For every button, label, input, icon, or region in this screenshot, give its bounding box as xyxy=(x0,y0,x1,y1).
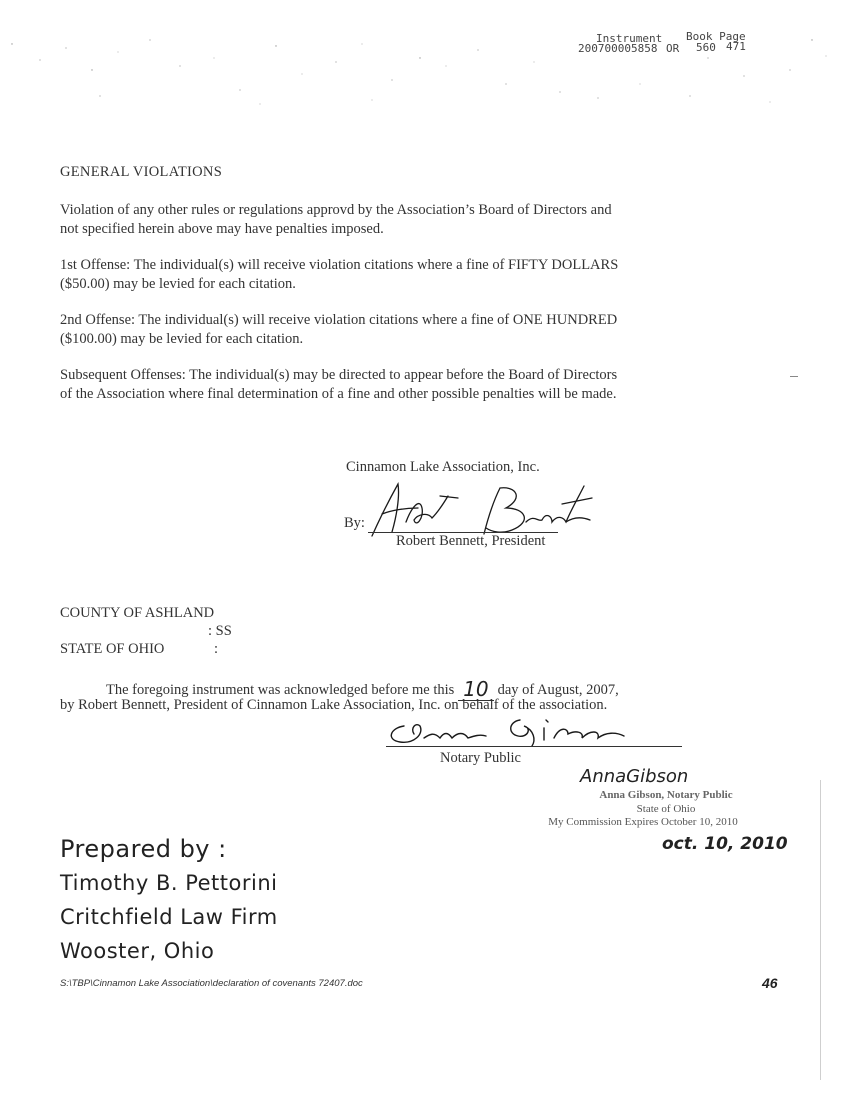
notary-seal-name: Anna Gibson, Notary Public xyxy=(599,789,733,801)
subsequent-line-1: Subsequent Offenses: The individual(s) may be directed to appear before the Board of Directors xyxy=(60,367,618,383)
prepared-by-block xyxy=(60,832,278,968)
first-offense-line-1: 1st Offense: The individual(s) will receive violation citations where a fine of FIFTY DOLLARS xyxy=(60,257,619,273)
notary-printed-name: AnnaGibson xyxy=(580,766,689,787)
prepared-by-line-2: Timothy B. Pettorini xyxy=(60,871,278,895)
ack-day-handwritten: 10 xyxy=(463,677,489,701)
stamp-instrument-number: 200700005858 xyxy=(578,42,658,55)
acknowledgment-line-2: by Robert Bennett, President of Cinnamon Lake Association, Inc. on behalf of the association. xyxy=(60,697,608,713)
subsequent-paragraph xyxy=(60,366,617,404)
organization-name: Cinnamon Lake Association, Inc. xyxy=(346,459,540,475)
page-edge-line xyxy=(820,780,821,1080)
first-offense-paragraph xyxy=(60,256,618,294)
venue-county: COUNTY OF ASHLAND xyxy=(60,605,215,621)
second-offense-line-1: 2nd Offense: The individual(s) will receive violation citations where a fine of ONE HUNDRED xyxy=(60,312,618,328)
recording-stamp xyxy=(578,30,758,58)
stamp-book-type: OR xyxy=(666,42,680,55)
stamp-page: 471 xyxy=(726,40,746,53)
notary-signature xyxy=(384,716,654,750)
ack-after-day: day of August, 2007, xyxy=(497,682,619,698)
footer-file-path: S:\TBP\Cinnamon Lake Association\declaration of covenants 72407.doc xyxy=(60,978,363,989)
notary-commission-handwritten: oct. 10, 2010 xyxy=(662,834,788,854)
margin-mark xyxy=(790,376,798,377)
prepared-by-line-3: Critchfield Law Firm xyxy=(60,905,278,929)
notary-seal-state: State of Ohio xyxy=(636,803,696,815)
intro-line-1: Violation of any other rules or regulations approvd by the Association’s Board of Directors and xyxy=(60,202,612,218)
subsequent-line-2: of the Association where final determination of a fine and other possible penalties will be made. xyxy=(60,386,617,402)
stamp-book: 560 xyxy=(696,41,716,54)
scan-noise xyxy=(0,0,850,120)
venue-ss: : SS xyxy=(208,623,232,639)
signer-name-title: Robert Bennett, President xyxy=(396,533,546,549)
second-offense-paragraph xyxy=(60,311,617,349)
intro-paragraph xyxy=(60,201,612,239)
by-label: By: xyxy=(344,515,365,531)
section-heading: GENERAL VIOLATIONS xyxy=(60,164,223,180)
page-number: 46 xyxy=(762,975,778,991)
second-offense-line-2: ($100.00) may be levied for each citation. xyxy=(60,331,304,347)
ack-before-day: The foregoing instrument was acknowledged before me this xyxy=(106,682,455,698)
notary-seal-commission: My Commission Expires October 10, 2010 xyxy=(548,816,738,828)
prepared-by-line-4: Wooster, Ohio xyxy=(60,939,215,963)
venue-state: STATE OF OHIO xyxy=(60,641,165,657)
venue-colon: : xyxy=(214,641,219,657)
prepared-by-line-1: Prepared by : xyxy=(60,835,227,863)
notary-signature-line xyxy=(386,746,682,747)
intro-line-2: not specified herein above may have penalties imposed. xyxy=(60,221,384,237)
stamp-instrument-label: Instrument xyxy=(596,32,663,45)
first-offense-line-2: ($50.00) may be levied for each citation. xyxy=(60,276,296,292)
notary-title: Notary Public xyxy=(440,750,521,766)
stamp-book-page-label: Book Page xyxy=(686,30,746,43)
